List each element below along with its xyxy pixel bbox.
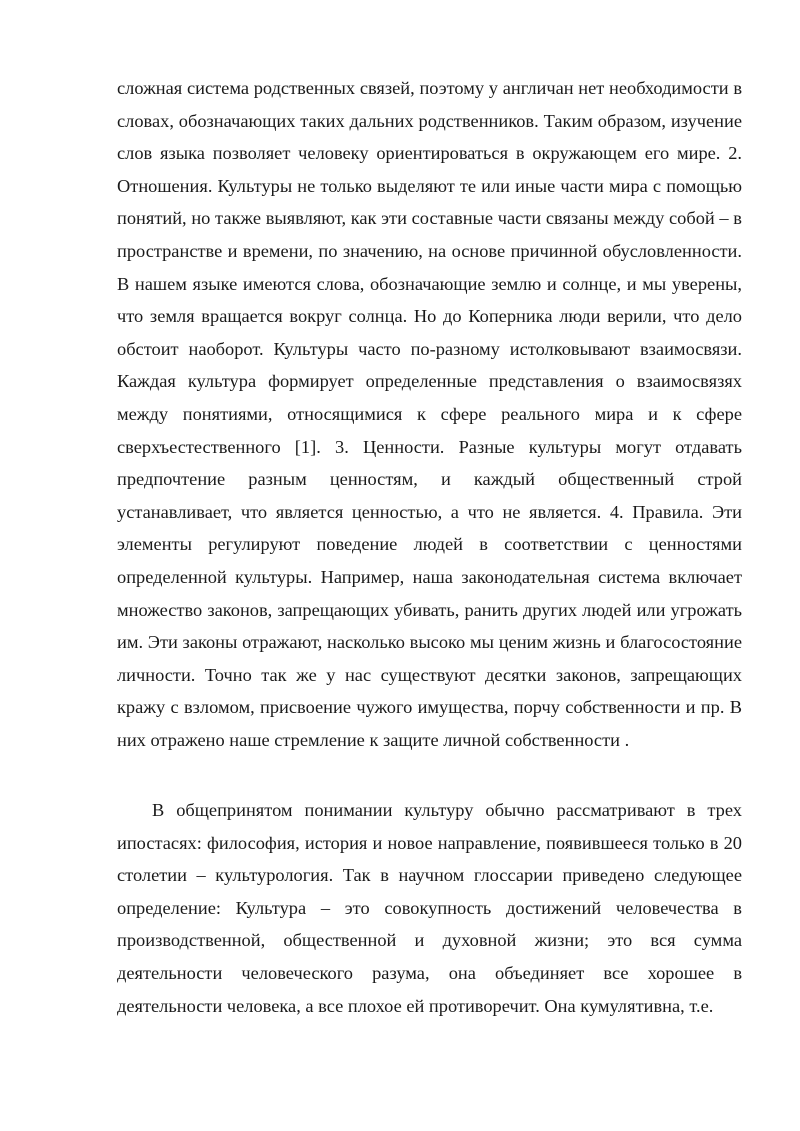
text-block-continuation (117, 72, 742, 756)
paragraph-continuation: сложная система родственных связей, поэтому у англичан нет необходимости в словах, обозначающих таких дальних родственников. Таким образом, изучение слов языка позволяет человеку ориентироваться в окружающем его мире. 2. Отношения. Культуры не только выделяют те или иные части мира с помощью понятий, но также выявляют, как эти составные части связаны между собой – в пространстве и времени, по значению, на основе причинной обусловленности. В нашем языке имеются слова, обозначающие землю и солнце, и мы уверены, что земля вращается вокруг солнца. Но до Коперника люди верили, что дело обстоит наоборот. Культуры часто по-разному истолковывают взаимосвязи. Каждая культура формирует определенные представления о взаимосвязях между понятиями, относящимися к сфере реального мира и к сфере сверхъестественного [1]. 3. Ценности. Разные культуры могут отдавать предпочтение разным ценностям, и каждый общественный строй устанавливает, что является ценностью, а что не является. 4. Правила. Эти элементы регулируют поведение людей в соответствии с ценностями определенной культуры. Например, наша законодательная система включает множество законов, запрещающих убивать, ранить других людей или угрожать им. Эти законы отражают, насколько высоко мы ценим жизнь и благосостояние личности. Точно так же у нас существуют десятки законов, запрещающих кражу с взломом, присвоение чужого имущества, порчу собственности и пр. В них отражено наше стремление к защите личной собственности . (117, 78, 742, 750)
paragraph-culture-definition: В общепринятом понимании культуру обычно рассматривают в трех ипостасях: философия, история и новое направление, появившееся только в 20 столетии – культурология. Так в научном глоссарии приведено следующее определение: Культура – это совокупность достижений человечества в производственной, общественной и духовной жизни; это вся сумма деятельности человеческого разума, она объединяет все хорошее в деятельности человека, а все плохое ей противоречит. Она кумулятивна, т.е. (117, 800, 742, 1016)
text-block-new-paragraph (117, 794, 742, 1022)
